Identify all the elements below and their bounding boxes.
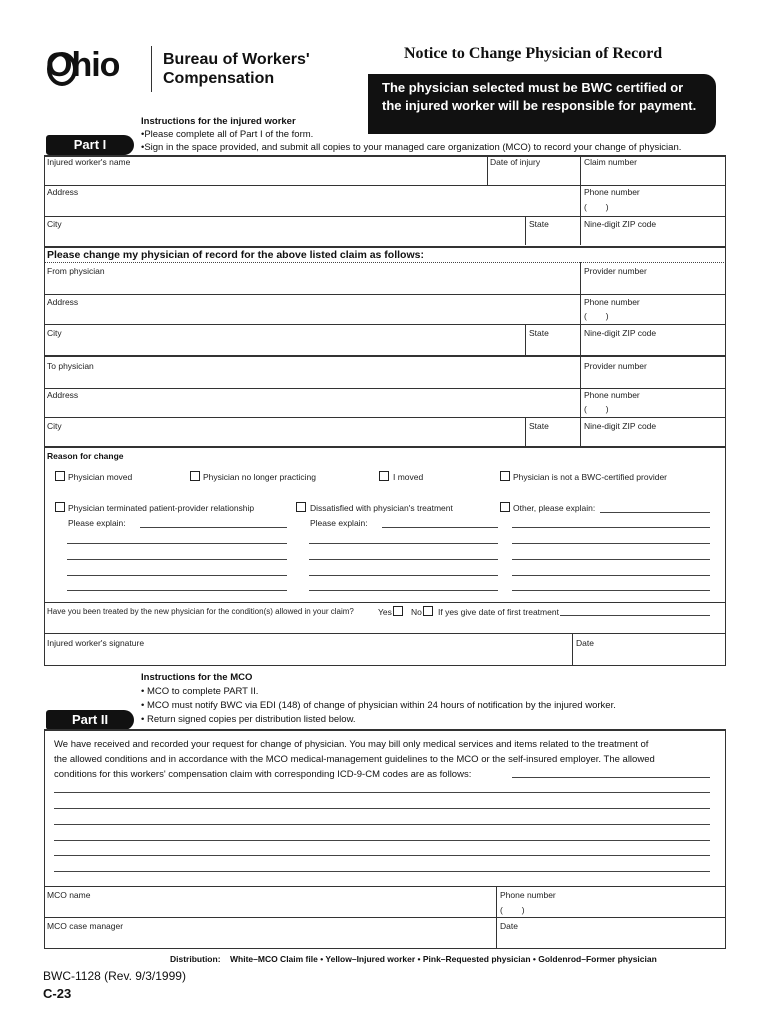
rule [44, 324, 726, 325]
mco-phone-paren: ( ) [500, 905, 525, 915]
worker-state-label: State [529, 219, 549, 229]
to-physician-label: To physician [47, 361, 94, 371]
signature-date-label: Date [576, 638, 594, 648]
rule [44, 633, 726, 634]
conditions-line[interactable] [54, 824, 710, 825]
mco-case-manager-field[interactable] [45, 931, 494, 947]
worker-city-label: City [47, 219, 62, 229]
to-phone-label: Phone number [584, 390, 640, 400]
treated-question: Have you been treated by the new physician for the condition(s) allowed in your claim? [47, 607, 354, 616]
rule [44, 294, 726, 295]
explain-line[interactable] [67, 559, 287, 560]
mco-phone-field[interactable] [512, 900, 722, 916]
explain-line[interactable] [67, 575, 287, 576]
from-address-field[interactable] [45, 307, 579, 323]
rule [44, 417, 726, 418]
explain-line[interactable] [140, 527, 287, 528]
explain-line[interactable] [67, 543, 287, 544]
logo-divider [151, 46, 152, 92]
rule [44, 665, 726, 666]
signature-date-field[interactable] [574, 648, 724, 664]
rule [44, 886, 726, 887]
reason-heading: Reason for change [47, 451, 124, 461]
to-phone-field[interactable] [600, 400, 720, 416]
first-treatment-date-line[interactable] [560, 615, 710, 616]
explain-line[interactable] [512, 527, 710, 528]
conditions-line[interactable] [54, 808, 710, 809]
please-explain-label-1: Please explain: [68, 518, 126, 528]
frame-edge [44, 729, 45, 948]
from-zip-field[interactable] [582, 338, 724, 354]
dissatisfied-label: Dissatisfied with physician's treatment [310, 503, 453, 513]
from-physician-label: From physician [47, 266, 105, 276]
mco-name-label: MCO name [47, 890, 91, 900]
bureau-line2: Compensation [163, 70, 275, 87]
part1-instruction-2: •Sign in the space provided, and submit all copies to your managed care organization (MCO) to record your change of physician. [141, 142, 682, 153]
explain-line[interactable] [309, 590, 498, 591]
to-provider-label: Provider number [584, 361, 647, 371]
mco-phone-label: Phone number [500, 890, 556, 900]
cell-divider [580, 155, 581, 245]
claim-number-label: Claim number [584, 157, 637, 167]
physician-no-longer-practicing-checkbox[interactable] [190, 471, 200, 481]
form-title: Notice to Change Physician of Record [404, 45, 663, 62]
mco-date-label: Date [500, 921, 518, 931]
explain-line[interactable] [67, 590, 287, 591]
rule [44, 729, 726, 731]
part1-badge: Part I [46, 135, 134, 155]
certification-notice: The physician selected must be BWC certified or the injured worker will be responsible for payment. [368, 74, 716, 134]
part2-body-line2: the allowed conditions and in accordance with the MCO medical-management guidelines to the MCO or the self-insured employer. The allowed [54, 754, 655, 765]
worker-phone-paren: ( ) [584, 202, 609, 212]
other-reason-checkbox[interactable] [500, 502, 510, 512]
physician-moved-checkbox[interactable] [55, 471, 65, 481]
yes-checkbox[interactable] [393, 606, 403, 616]
yes-label: Yes [378, 607, 392, 617]
explain-line[interactable] [512, 590, 710, 591]
cell-divider [487, 155, 488, 185]
rule [44, 602, 726, 603]
rule [44, 246, 726, 248]
bureau-name [163, 50, 310, 88]
to-address-field[interactable] [45, 400, 579, 416]
to-zip-label: Nine-digit ZIP code [584, 421, 657, 431]
from-state-label: State [529, 328, 549, 338]
no-checkbox[interactable] [423, 606, 433, 616]
explain-line[interactable] [512, 543, 710, 544]
worker-signature-label: Injured worker's signature [47, 638, 145, 648]
distribution-text: White–MCO Claim file • Yellow–Injured worker • Pink–Requested physician • Goldenrod–Former physician [230, 954, 657, 964]
worker-address-field[interactable] [45, 198, 579, 214]
worker-phone-label: Phone number [584, 187, 640, 197]
cell-divider [580, 262, 581, 355]
from-zip-label: Nine-digit ZIP code [584, 328, 657, 338]
to-physician-field[interactable] [45, 371, 579, 387]
distribution-label: Distribution: [170, 954, 221, 964]
rule [44, 185, 726, 186]
part2-badge: Part II [46, 710, 134, 730]
explain-line[interactable] [309, 543, 498, 544]
to-provider-field[interactable] [582, 371, 724, 387]
rule [44, 262, 726, 263]
worker-state-field[interactable] [527, 229, 579, 244]
mco-case-manager-label: MCO case manager [47, 921, 124, 931]
part1-instruction-1: •Please complete all of Part I of the form. [141, 129, 314, 140]
other-reason-line[interactable] [600, 512, 710, 513]
ohio-wordmark: Ohio [46, 46, 120, 84]
explain-line[interactable] [512, 575, 710, 576]
explain-line[interactable] [382, 527, 498, 528]
conditions-line[interactable] [54, 855, 710, 856]
change-heading: Please change my physician of record for the above listed claim as follows: [47, 249, 424, 261]
other-reason-label: Other, please explain: [513, 503, 596, 513]
date-of-injury-field[interactable] [489, 167, 579, 184]
from-city-label: City [47, 328, 62, 338]
rule [44, 917, 726, 918]
cell-divider [525, 324, 526, 355]
please-explain-label-2: Please explain: [310, 518, 368, 528]
rule [44, 446, 726, 448]
not-certified-checkbox[interactable] [500, 471, 510, 481]
part2-instruction-3: • Return signed copies per distribution listed below. [141, 714, 356, 725]
explain-line[interactable] [309, 559, 498, 560]
rule [44, 948, 726, 949]
frame-edge [44, 155, 45, 665]
part2-body-line1: We have received and recorded your request for change of physician. You may bill only medical services and items related to the treatment of [54, 739, 649, 750]
worker-name-field[interactable] [45, 167, 485, 184]
part2-instruction-2: • MCO must notify BWC via EDI (148) of change of physician within 24 hours of notification by the injured worker. [141, 700, 616, 711]
to-zip-field[interactable] [582, 431, 724, 445]
frame-edge [725, 155, 726, 665]
from-phone-paren: ( ) [584, 311, 609, 321]
rule [44, 216, 726, 217]
part1-instructions-title: Instructions for the injured worker [141, 116, 296, 127]
explain-line[interactable] [512, 559, 710, 560]
from-state-field[interactable] [527, 338, 579, 354]
explain-line[interactable] [309, 575, 498, 576]
worker-zip-field[interactable] [582, 229, 724, 244]
cell-divider [525, 417, 526, 446]
ohio-logo [46, 44, 146, 90]
worker-name-label: Injured worker's name [47, 157, 131, 167]
worker-address-label: Address [47, 187, 79, 197]
i-moved-checkbox[interactable] [379, 471, 389, 481]
dissatisfied-checkbox[interactable] [296, 502, 306, 512]
form-number: BWC-1128 (Rev. 9/3/1999) [43, 969, 186, 983]
from-city-field[interactable] [45, 338, 523, 354]
from-provider-field[interactable] [582, 276, 724, 293]
i-moved-label: I moved [393, 472, 424, 482]
rule [44, 355, 726, 357]
part2-instruction-1: • MCO to complete PART II. [141, 686, 259, 697]
cell-divider [525, 216, 526, 245]
date-of-injury-label: Date of injury [490, 157, 541, 167]
worker-city-field[interactable] [45, 229, 523, 244]
mco-name-field[interactable] [45, 900, 494, 916]
physician-no-longer-practicing-label: Physician no longer practicing [203, 472, 316, 482]
form-code: C-23 [43, 986, 72, 1001]
from-phone-field[interactable] [600, 307, 720, 323]
physician-moved-label: Physician moved [68, 472, 133, 482]
from-physician-field[interactable] [45, 276, 579, 293]
conditions-line[interactable] [512, 777, 710, 778]
not-certified-label: Physician is not a BWC-certified provider [513, 472, 668, 482]
no-label: No [411, 607, 422, 617]
cell-divider [572, 633, 573, 665]
to-state-field[interactable] [527, 431, 579, 445]
terminated-relationship-checkbox[interactable] [55, 502, 65, 512]
conditions-line[interactable] [54, 840, 710, 841]
from-address-label: Address [47, 297, 79, 307]
from-provider-label: Provider number [584, 266, 647, 276]
rule [44, 388, 726, 389]
to-city-label: City [47, 421, 62, 431]
from-phone-label: Phone number [584, 297, 640, 307]
to-address-label: Address [47, 390, 79, 400]
to-state-label: State [529, 421, 549, 431]
part2-body-line3: conditions for this workers' compensation claim with corresponding ICD-9-CM codes are as follows: [54, 769, 472, 780]
cell-divider [580, 355, 581, 446]
worker-zip-label: Nine-digit ZIP code [584, 219, 657, 229]
terminated-relationship-label: Physician terminated patient-provider relationship [68, 503, 255, 513]
if-yes-label: If yes give date of first treatment [438, 607, 559, 617]
part2-instructions-title: Instructions for the MCO [141, 672, 253, 683]
conditions-line[interactable] [54, 792, 710, 793]
conditions-line[interactable] [54, 871, 710, 872]
to-phone-paren: ( ) [584, 404, 609, 414]
worker-signature-field[interactable] [45, 648, 570, 664]
frame-edge [725, 729, 726, 948]
part2-body [54, 737, 719, 782]
claim-number-field[interactable] [582, 167, 724, 184]
worker-phone-field[interactable] [600, 198, 720, 214]
bureau-line1: Bureau of Workers' [163, 51, 310, 68]
mco-date-field[interactable] [498, 931, 724, 947]
to-city-field[interactable] [45, 431, 523, 445]
